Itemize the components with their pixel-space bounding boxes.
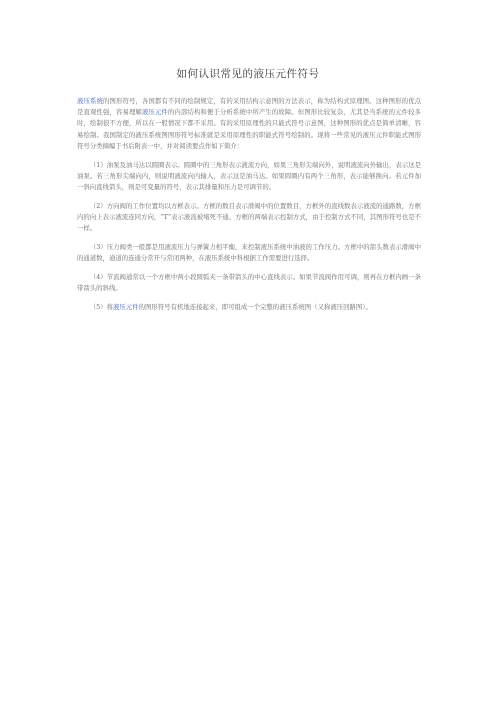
paragraph-direction-valve	[77, 201, 421, 235]
paragraph-pressure-valve	[77, 242, 421, 264]
paragraph-pump-motor	[77, 160, 421, 194]
paragraph-text: （5）将	[89, 303, 114, 312]
paragraph-text: （4）节流阀通常以一个方框中两小段圆弧夹一条带箭头的中心直线表示。如果节流阀作用可调，则再在方框内画一条带箭头的斜线。	[77, 273, 421, 293]
paragraph-throttle-valve	[77, 272, 421, 294]
paragraph-text: （2）方向阀的工作位置均以方框表示。方框的数目表示滑阀中的位置数目，方框外的直线数表示液流的通路数，方框内的向上表示液流连同方向，“T”表示液流被堵死不通。方框的两端表示控制方式，由于控制方式不同，其图形符号也是不一样。	[77, 201, 421, 233]
paragraph-system-diagram	[77, 302, 421, 313]
paragraph-text: 的图形符号，各国都有不同的绘制规定，有的采用结构示意图的方法表示，称为结构式原理图。这种图形的优点是直观性强，容易理解	[77, 97, 422, 117]
paragraph-text: （1）油泵及油马达以圆圈表示。圆圈中的三角形表示液流方向，如果三角形尖端向外，说明液流向外输出，表示这是油泵。若三角形尖端向内，则说明液流向内输入，表示这是油马达。如果圆圈内有两个三角形，表示能够换向。若元件加一斜向直线箭头，则是可变量的符号，表示其排量和压力是可调节的。	[77, 160, 421, 192]
article-body	[77, 96, 421, 321]
link-hydraulic-component[interactable]: 液压元件	[141, 108, 168, 117]
page-title: 如何认识常见的液压元件符号	[176, 68, 320, 80]
link-hydraulic-component[interactable]: 液压元件	[113, 303, 139, 312]
paragraph-intro	[77, 96, 421, 152]
paragraph-text: （3）压力阀类一般都是用液流压力与弹簧力相平衡，来控制液压系统中油液的工作压力。方框中的箭头数表示滑阀中的通道数，通道的连通分常开与常闭两种，在液压系统中科根据工作需要进行选择。	[77, 243, 421, 263]
paragraph-text: 的内部结构和便于分析系统中所产生的故障。但图形比较复杂，尤其是当系统的元件较多时，绘制很不方便，所以在一般情况下都不采用。有的采用原理性的只能式符号示意图，这种图形的优点是简单清晰，容易绘制。我国制定的液压系统图图形符号标准就是采用原理性的职能式符号绘制的。现将一些常见的液压元件职能式图形符号分类摘编于书后附表一中，并对阅读要点作如下简介：	[77, 108, 422, 150]
paragraph-text: 的图形符号有机地连接起来，即可组成一个完整的液压系统图（又称液压回路图）。	[138, 303, 372, 312]
link-hydraulic-system[interactable]: 液压系统	[77, 97, 103, 105]
